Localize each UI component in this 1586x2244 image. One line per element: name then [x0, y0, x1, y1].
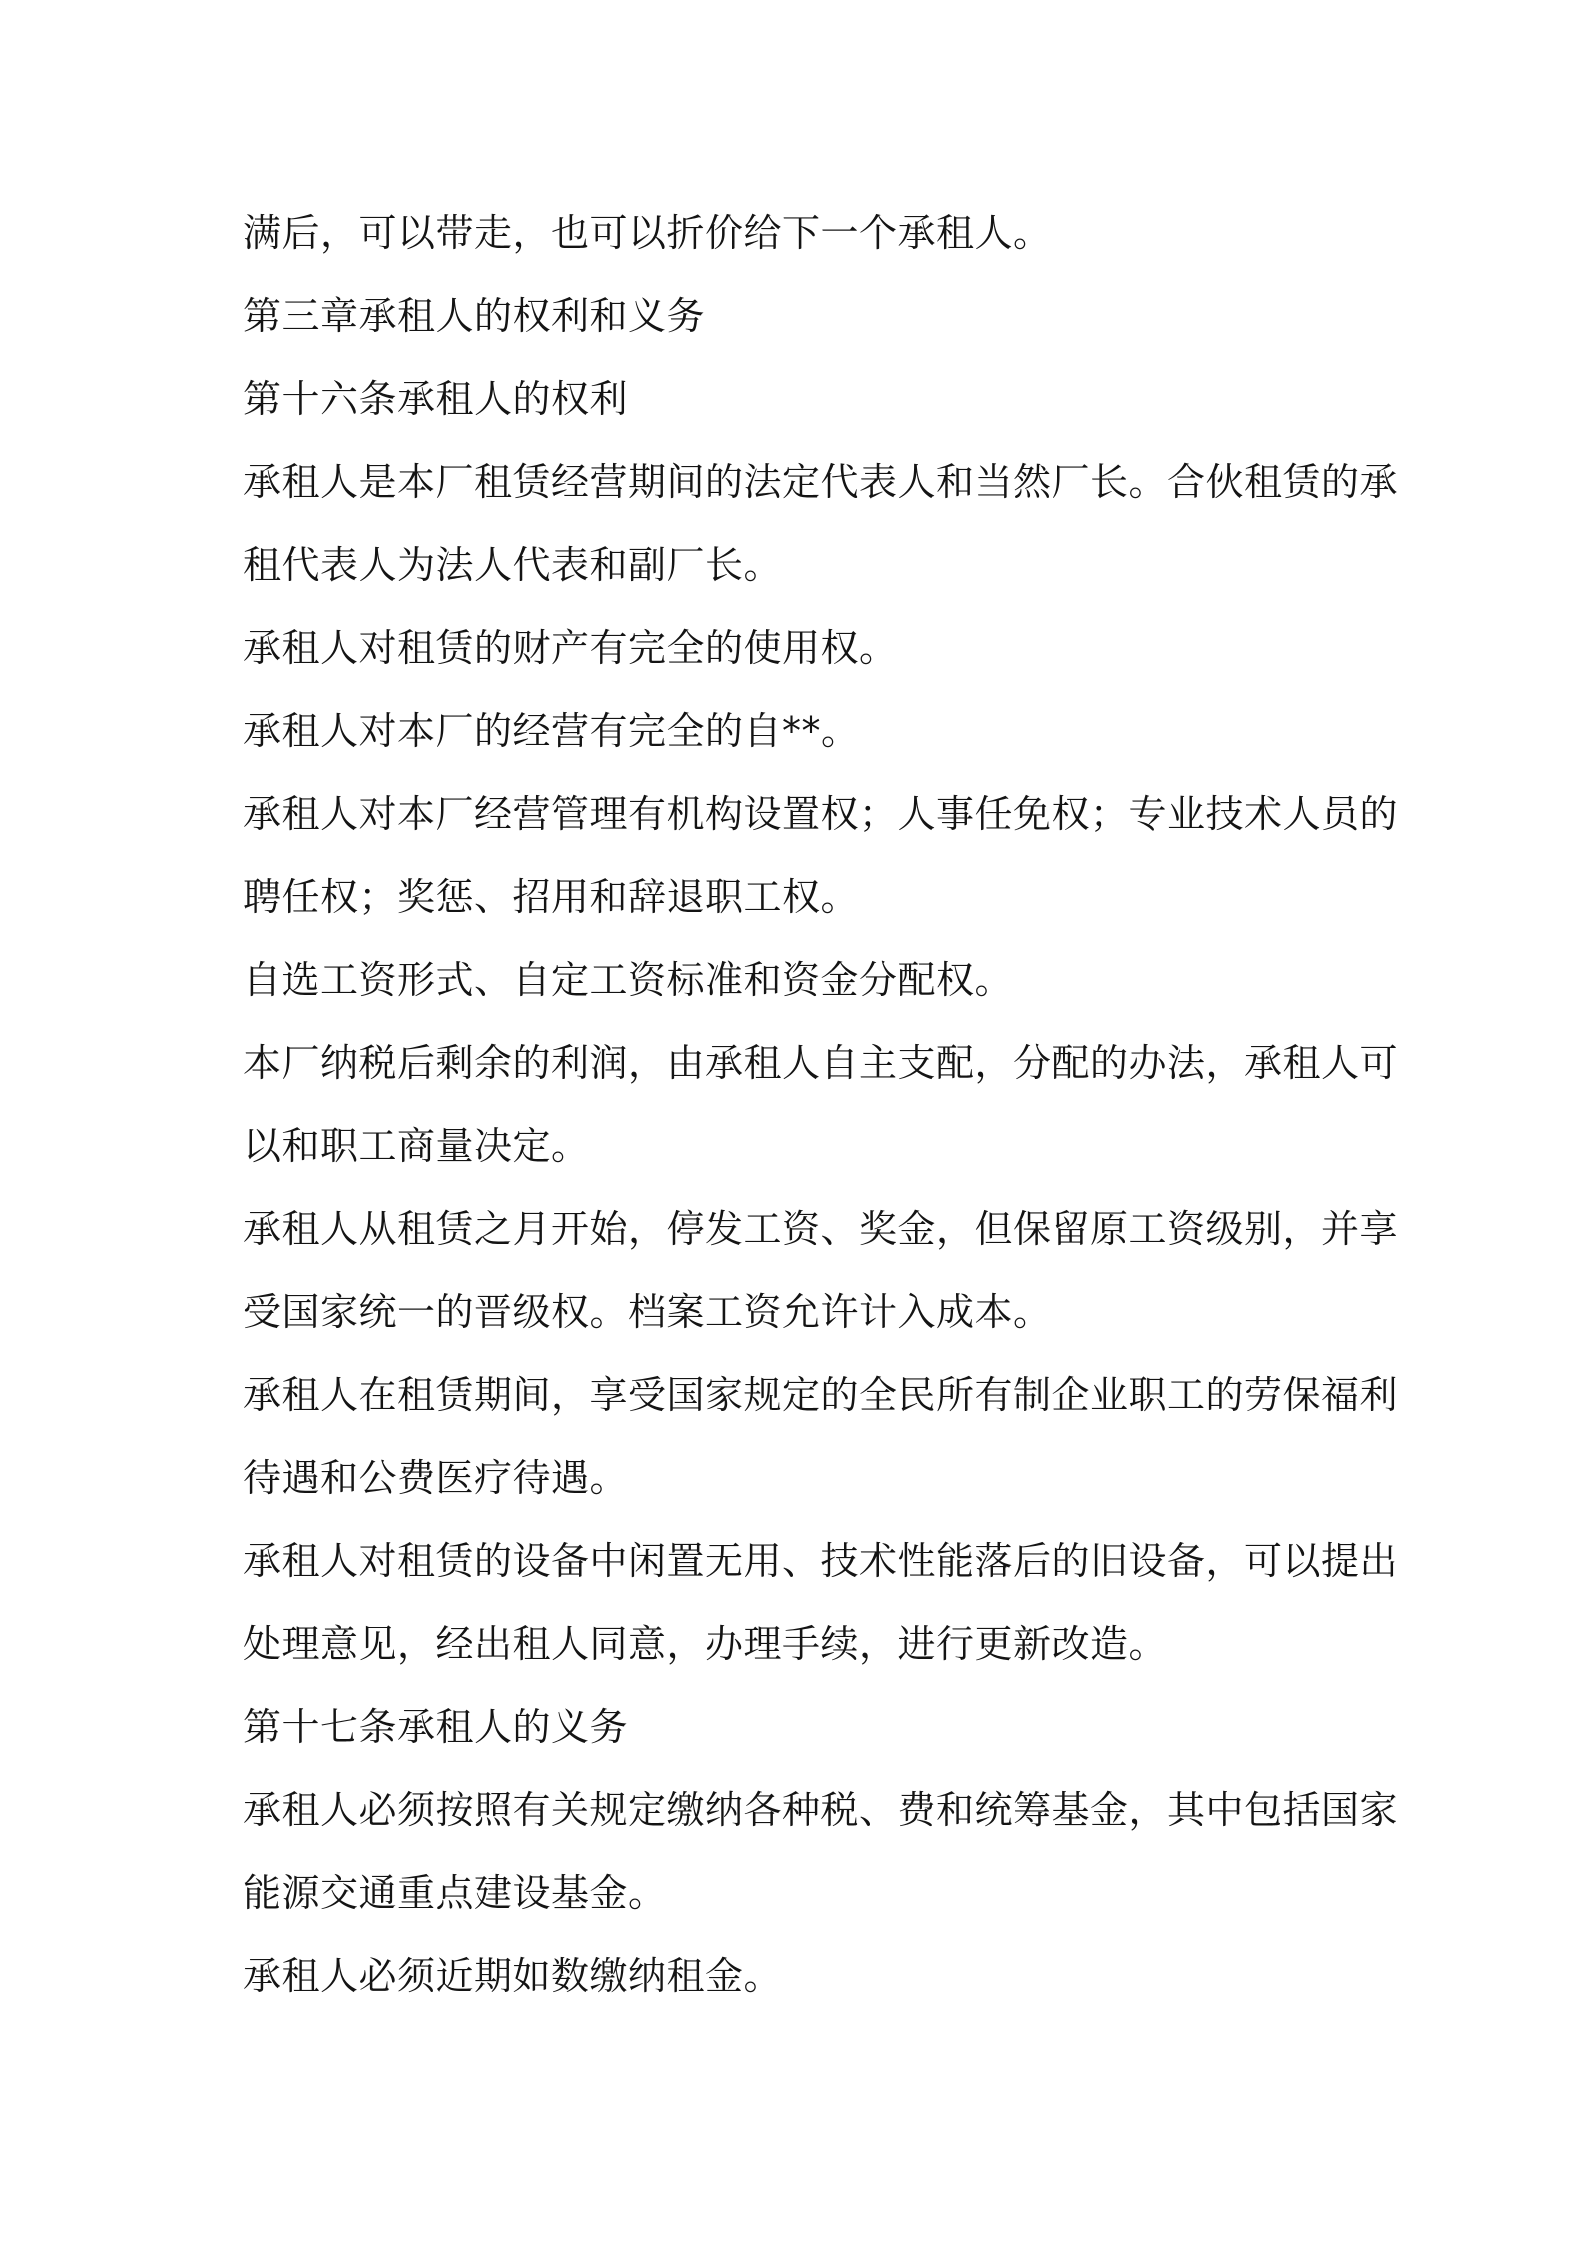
- text-line: 以和职工商量决定。: [243, 1124, 590, 1168]
- text-line: 承租人必须按照有关规定缴纳各种税、费和统筹基金，其中包括国家: [243, 1788, 1399, 1832]
- text-line: 能源交通重点建设基金。: [243, 1871, 667, 1915]
- text-line: 本厂纳税后剩余的利润，由承租人自主支配，分配的办法，承租人可: [243, 1041, 1399, 1085]
- chapter-heading: 第三章承租人的权利和义务: [243, 294, 706, 338]
- text-line: 承租人是本厂租赁经营期间的法定代表人和当然厂长。合伙租赁的承: [243, 460, 1399, 504]
- text-line: 聘任权；奖惩、招用和辞退职工权。: [243, 875, 860, 919]
- article-heading: 第十七条承租人的义务: [243, 1705, 629, 1749]
- text-line: 承租人对本厂的经营有完全的自**。: [243, 709, 860, 753]
- text-line: 承租人从租赁之月开始，停发工资、奖金，但保留原工资级别，并享: [243, 1207, 1399, 1251]
- text-line: 处理意见，经出租人同意，办理手续，进行更新改造。: [243, 1622, 1168, 1666]
- text-line: 待遇和公费医疗待遇。: [243, 1456, 629, 1500]
- text-line: 承租人对租赁的财产有完全的使用权。: [243, 626, 898, 670]
- text-line: 受国家统一的晋级权。档案工资允许计入成本。: [243, 1290, 1052, 1334]
- text-line: 租代表人为法人代表和副厂长。: [243, 543, 783, 587]
- text-line: 承租人必须近期如数缴纳租金。: [243, 1954, 783, 1998]
- text-line: 承租人对本厂经营管理有机构设置权；人事任免权；专业技术人员的: [243, 792, 1399, 836]
- text-line: 满后，可以带走，也可以折价给下一个承租人。: [243, 211, 1052, 255]
- article-heading: 第十六条承租人的权利: [243, 377, 629, 421]
- text-line: 承租人对租赁的设备中闲置无用、技术性能落后的旧设备，可以提出: [243, 1539, 1399, 1583]
- document-body: [243, 192, 1399, 2018]
- text-line: 承租人在租赁期间，享受国家规定的全民所有制企业职工的劳保福利: [243, 1373, 1399, 1417]
- text-line: 自选工资形式、自定工资标准和资金分配权。: [243, 958, 1014, 1002]
